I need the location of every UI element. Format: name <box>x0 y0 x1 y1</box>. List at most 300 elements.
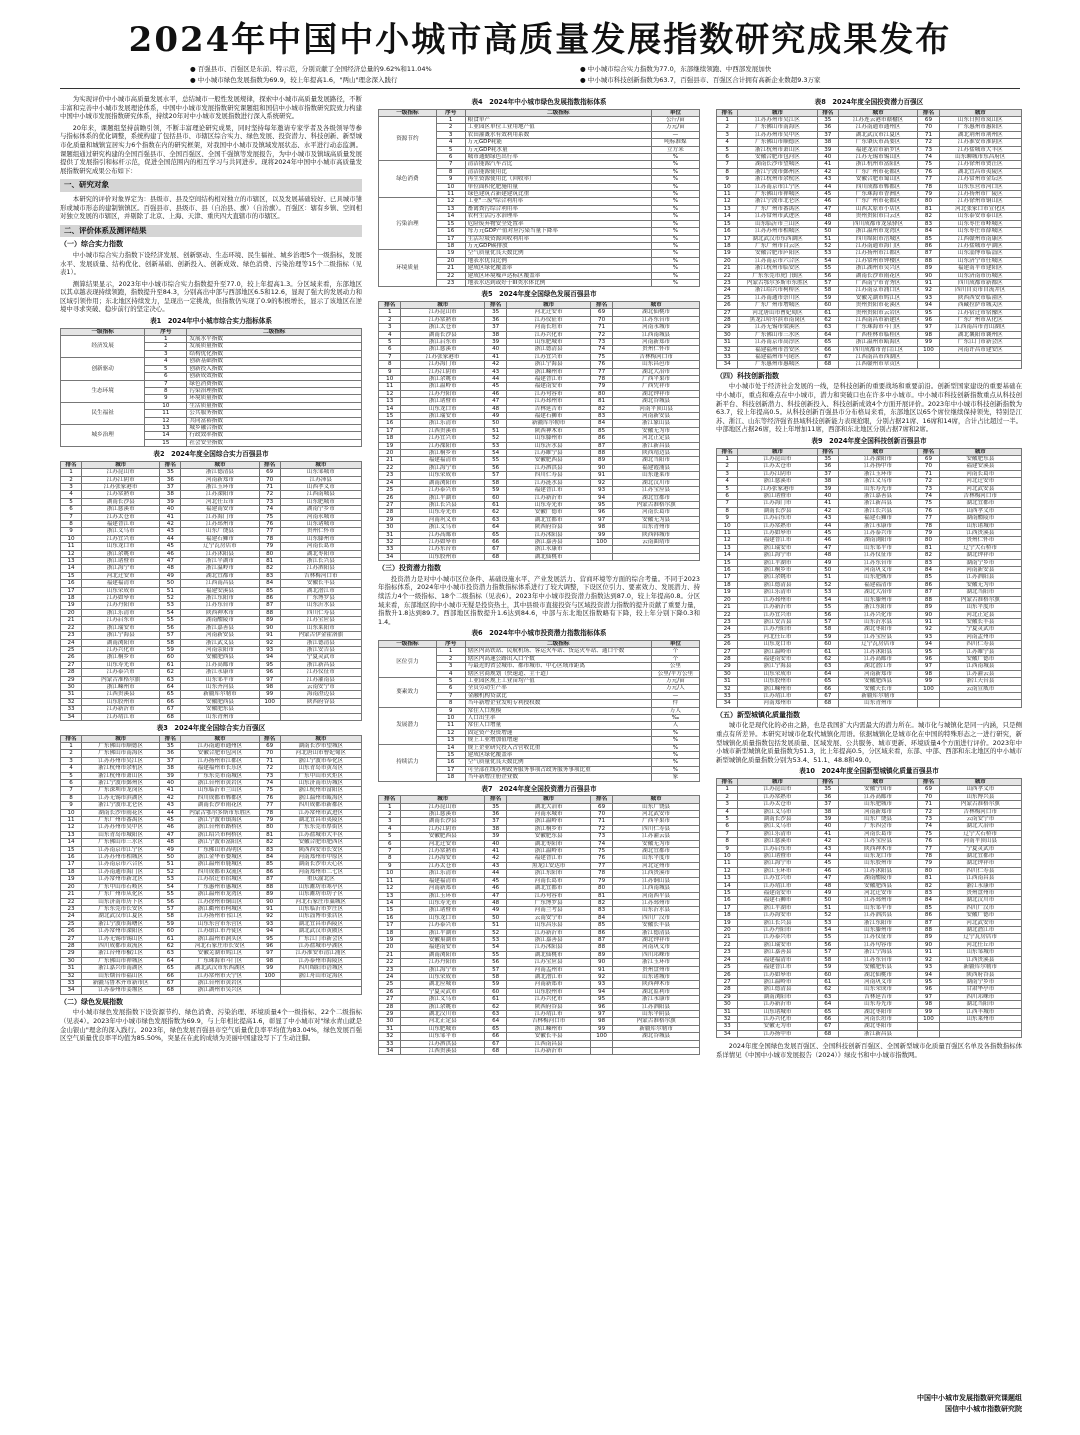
index-number-cell: 12 <box>145 417 187 424</box>
rank-cell: 1 <box>379 309 401 316</box>
indicator-cell: 与最近的省会城市、都市城市、中心区域市距离 <box>465 663 651 670</box>
city-cell: 浙江宁波市镇海区 <box>181 817 259 824</box>
rank-cell: 41 <box>817 161 838 168</box>
rank-cell: 36 <box>160 476 181 483</box>
index-number-cell: 17 <box>436 766 465 773</box>
rank-cell: 51 <box>817 904 838 911</box>
indicator-cell: 发展水平指数 <box>187 336 362 343</box>
index-number-cell: 11 <box>436 722 465 729</box>
rank-cell: 98 <box>918 670 939 677</box>
rank-cell: 89 <box>918 265 939 272</box>
table-row <box>717 890 1022 897</box>
table-row <box>717 830 1022 837</box>
city-cell: 湖北宜昌市西陵区 <box>280 920 361 927</box>
city-cell: 山东广饶县 <box>838 815 917 822</box>
rank-cell: 23 <box>717 949 738 956</box>
rank-cell: 32 <box>379 538 401 545</box>
city-cell: 新疆库尔勒市 <box>613 1025 700 1032</box>
city-cell: 浙江余姚市 <box>82 550 160 557</box>
rank-cell: 80 <box>918 198 939 205</box>
city-cell: 广东珠海市香洲区 <box>838 191 917 198</box>
table-row <box>61 424 362 431</box>
rank-cell: 31 <box>717 339 738 346</box>
rank-cell: 14 <box>379 899 401 906</box>
rank-cell: 73 <box>918 485 939 492</box>
unit-cell: % <box>651 176 699 183</box>
unit-cell: % <box>651 183 699 190</box>
city-cell: 浙江宁海县 <box>507 361 590 368</box>
rank-cell: 50 <box>817 228 838 235</box>
table-row <box>379 648 700 655</box>
city-cell: 吉林梅河口市 <box>507 1018 590 1025</box>
rank-cell: 88 <box>918 596 939 603</box>
city-cell: 山东肥城市 <box>280 498 361 505</box>
table-row <box>379 973 700 980</box>
city-cell: 山东沂水县 <box>838 618 917 625</box>
rank-cell: 87 <box>590 442 612 449</box>
city-cell: 江苏无锡市锡山区 <box>82 935 160 942</box>
rank-cell: 100 <box>259 972 280 979</box>
rank-cell: 40 <box>160 780 181 787</box>
unit-cell: % <box>651 279 699 286</box>
city-cell: 福建石狮市 <box>507 413 590 420</box>
rank-cell: 12 <box>379 390 401 397</box>
table-row <box>379 472 700 479</box>
table-row <box>717 648 1022 655</box>
unit-cell: 公斤/亩 <box>651 117 699 124</box>
rank-cell: 9 <box>61 528 82 535</box>
city-cell: 浙江平湖市 <box>401 929 484 936</box>
rank-cell: 75 <box>918 161 939 168</box>
city-cell: 山东齐河县 <box>181 683 259 690</box>
city-cell: 浙江嵊州市 <box>507 368 590 375</box>
city-cell: 河南巩义市 <box>838 978 917 985</box>
column-header: 城市 <box>613 301 700 308</box>
rank-cell: 92 <box>590 973 612 980</box>
rank-cell: 4 <box>379 825 401 832</box>
city-cell: 湖北宜都市 <box>939 853 1021 860</box>
city-cell: 湖北仙桃市 <box>613 309 700 316</box>
city-cell: 湖南长沙市雨花区 <box>82 809 160 816</box>
rank-cell: 88 <box>590 944 612 951</box>
table-row <box>379 413 700 420</box>
rank-cell: 3 <box>717 131 738 138</box>
rank-cell: 57 <box>160 905 181 912</box>
section-heading: 二、评价体系及测评结果 <box>60 225 362 238</box>
city-cell: 河北任丘市 <box>181 498 259 505</box>
rank-cell: 40 <box>160 506 181 513</box>
city-cell: 江苏沭阳县 <box>181 550 259 557</box>
table-row <box>61 824 362 831</box>
city-cell: 江苏如皋市 <box>738 971 817 978</box>
city-cell: 福建安溪县 <box>181 587 259 594</box>
city-cell: 江苏昆山市 <box>401 309 484 316</box>
rank-cell: 72 <box>918 139 939 146</box>
city-cell: 浙江宁海县 <box>82 632 160 639</box>
table-row <box>61 883 362 890</box>
index-number-cell: 15 <box>436 220 465 227</box>
table-row <box>717 641 1022 648</box>
city-cell: 陕西西安市临潼区 <box>939 294 1021 301</box>
table-row <box>61 669 362 676</box>
city-cell: 湖北荆州市荆州区 <box>939 131 1021 138</box>
rank-cell: 28 <box>717 316 738 323</box>
index-number-cell: 14 <box>436 744 465 751</box>
city-cell: 江西南昌市青山湖区 <box>939 324 1021 331</box>
city-cell: 湖北应城市 <box>401 981 484 988</box>
column-header: 城市 <box>280 735 361 742</box>
rank-cell: 60 <box>484 494 506 501</box>
indicator-cell: 单位面积化肥施用量 <box>465 183 651 190</box>
table-row <box>379 346 700 353</box>
rank-cell: 65 <box>817 1008 838 1015</box>
rank-cell: 57 <box>484 966 506 973</box>
rank-cell: 26 <box>61 654 82 661</box>
rank-cell: 88 <box>918 257 939 264</box>
rank-cell: 11 <box>379 383 401 390</box>
rank-cell: 4 <box>379 331 401 338</box>
city-cell: 四川自贡市自流井区 <box>939 287 1021 294</box>
unit-cell: 万元/亩 <box>651 677 699 684</box>
rank-cell: 98 <box>918 331 939 338</box>
column-header: 城市 <box>82 461 160 468</box>
rank-cell: 95 <box>918 978 939 985</box>
city-cell: 云南曲靖市 <box>613 538 700 545</box>
table-row <box>379 744 700 751</box>
city-cell: 江苏徐州市铜山区 <box>939 198 1021 205</box>
city-cell: 浙江永康市 <box>613 996 700 1003</box>
city-cell: 广东广州市增城区 <box>738 302 817 309</box>
city-cell: 广东四会市 <box>838 823 917 830</box>
rank-cell: 34 <box>61 713 82 720</box>
rank-cell: 18 <box>717 912 738 919</box>
rank-cell: 38 <box>484 331 506 338</box>
city-cell: 浙江永康市 <box>838 522 917 529</box>
rank-cell: 74 <box>918 154 939 161</box>
table-row <box>717 198 1022 205</box>
rank-cell: 42 <box>160 794 181 801</box>
table-row <box>717 793 1022 800</box>
city-cell: 湖北宜昌市夷陵区 <box>939 168 1021 175</box>
table-row <box>717 146 1022 153</box>
rank-cell: 21 <box>379 457 401 464</box>
rank-cell: 51 <box>817 235 838 242</box>
table-row <box>61 957 362 964</box>
rank-cell: 46 <box>160 550 181 557</box>
rank-cell: 19 <box>717 919 738 926</box>
table-row <box>61 602 362 609</box>
rank-cell: 91 <box>259 632 280 639</box>
rank-cell: 99 <box>259 965 280 972</box>
subsection-heading: （三）投资潜力指数 <box>378 564 441 573</box>
rank-cell: 25 <box>379 981 401 988</box>
rank-cell: 32 <box>379 1033 401 1040</box>
rank-cell: 37 <box>160 483 181 490</box>
index-number-cell: 2 <box>145 343 187 350</box>
rank-cell: 70 <box>918 463 939 470</box>
city-cell: 山东寿光市 <box>838 1001 917 1008</box>
city-cell: 山东胶州市 <box>82 698 160 705</box>
finding-item: ● 中小城市科技创新指数为63.7，百强县市、百强区合计拥有高新企业数超9.3万家 <box>580 76 821 84</box>
rank-cell: 35 <box>484 309 506 316</box>
rank-cell: 51 <box>160 861 181 868</box>
city-cell: 山东邹平市 <box>838 544 917 551</box>
column-header: 二级指标 <box>465 640 651 647</box>
rank-cell: 57 <box>817 949 838 956</box>
rank-cell: 18 <box>379 929 401 936</box>
city-cell: 吉林梅河口市 <box>939 808 1021 815</box>
city-cell: 浙江嵊州市 <box>738 685 817 692</box>
indicator-cell: 创新基础指数 <box>187 358 362 365</box>
city-cell: 广东中山市火炬区 <box>280 772 361 779</box>
city-cell: 江苏邳州市 <box>507 398 590 405</box>
column-header: 城市 <box>82 735 160 742</box>
rank-cell: 25 <box>717 294 738 301</box>
city-cell: 安徽宁国市 <box>838 786 917 793</box>
rank-cell: 27 <box>61 935 82 942</box>
city-cell: 河北石家庄市长安区 <box>181 942 259 949</box>
rank-cell: 95 <box>590 501 612 508</box>
table-row <box>61 817 362 824</box>
rank-cell: 44 <box>817 522 838 529</box>
table-row <box>379 487 700 494</box>
city-cell: 宁夏灵武市 <box>939 626 1021 633</box>
table-row <box>61 979 362 986</box>
table-row <box>379 833 700 840</box>
city-cell: 浙江海宁市 <box>738 860 817 867</box>
city-cell: 山西太原市小店区 <box>838 205 917 212</box>
city-cell: 江西南昌市新建区 <box>838 316 917 323</box>
city-cell: 安徽合肥市庐阳区 <box>738 250 817 257</box>
table-row <box>717 971 1022 978</box>
city-cell: 浙江瑞安市 <box>401 413 484 420</box>
index-number-cell: 9 <box>436 176 465 183</box>
index-system-table <box>60 328 362 448</box>
rank-cell: 16 <box>61 580 82 587</box>
index-number-cell: 5 <box>436 677 465 684</box>
city-cell: 江苏靖江市 <box>738 692 817 699</box>
rank-cell: 57 <box>160 632 181 639</box>
table-row <box>61 521 362 528</box>
city-cell: 江苏常州市金坛区 <box>939 176 1021 183</box>
table-row <box>61 476 362 483</box>
table-row <box>379 1033 700 1040</box>
city-cell: 河南新安县 <box>181 632 259 639</box>
rank-cell: 18 <box>717 581 738 588</box>
rank-cell: 56 <box>484 959 506 966</box>
unit-cell: 个 <box>651 648 699 655</box>
city-cell: 浙江海宁市 <box>401 966 484 973</box>
rank-cell: 71 <box>918 131 939 138</box>
rank-cell: 93 <box>259 920 280 927</box>
rank-cell: 55 <box>817 934 838 941</box>
city-cell: 江苏睢宁县 <box>507 450 590 457</box>
city-cell: 广东江门市新会区 <box>280 935 361 942</box>
unit-cell: % <box>651 235 699 242</box>
rank-cell: 97 <box>918 663 939 670</box>
city-cell: 湖北枣阳市 <box>280 550 361 557</box>
rank-cell: 33 <box>717 354 738 361</box>
table-row <box>379 885 700 892</box>
indicator-cell: 农田灌溉水有效利用系数 <box>465 131 651 138</box>
city-cell: 江苏扬州市邗江区 <box>181 913 259 920</box>
city-cell: 浙江宁波市鄞州区 <box>82 780 160 787</box>
table-row <box>61 498 362 505</box>
rank-cell: 90 <box>918 272 939 279</box>
table-row <box>379 464 700 471</box>
city-cell: 四川成都市郫都区 <box>838 183 917 190</box>
rank-cell: 96 <box>259 669 280 676</box>
rank-cell: 5 <box>717 815 738 822</box>
table-row <box>717 655 1022 662</box>
rank-cell: 62 <box>160 669 181 676</box>
rank-cell: 11 <box>717 860 738 867</box>
table-row <box>61 920 362 927</box>
rank-cell: 23 <box>379 966 401 973</box>
table-row <box>61 506 362 513</box>
city-cell: 山东沂水县 <box>507 442 590 449</box>
rank-cell: 99 <box>590 531 612 538</box>
table-row <box>717 346 1022 353</box>
table-row <box>717 139 1022 146</box>
unit-cell: 公里/平方公里 <box>651 670 699 677</box>
table-row <box>379 1011 700 1018</box>
city-cell: 安徽合肥市包河区 <box>181 750 259 757</box>
table-row <box>717 786 1022 793</box>
city-cell: 河北唐山市曹妃甸区 <box>738 309 817 316</box>
city-cell: 浙江诸暨市 <box>401 907 484 914</box>
indicator-cell: 地表水优良比例 <box>465 257 651 264</box>
city-cell: 河南新安县 <box>939 567 1021 574</box>
city-cell: 山东博兴县 <box>939 793 1021 800</box>
city-cell: 安徽无为市 <box>613 840 700 847</box>
city-cell: 江苏丹阳市 <box>738 927 817 934</box>
city-cell: 江苏溧阳市 <box>181 491 259 498</box>
rank-cell: 4 <box>717 139 738 146</box>
unit-cell: % <box>651 242 699 249</box>
city-cell: 宁夏灵武市 <box>401 988 484 995</box>
column-header: 城市 <box>507 796 590 803</box>
table-row <box>717 559 1022 566</box>
rank-cell: 49 <box>484 907 506 914</box>
column-header: 单位 <box>651 640 699 647</box>
rank-cell: 62 <box>484 509 506 516</box>
city-cell: 吉林梅河口市 <box>280 572 361 579</box>
city-cell: 江西南昌县 <box>181 580 259 587</box>
city-cell: 广东广州市从化区 <box>939 316 1021 323</box>
city-cell: 内蒙古鄂尔多斯市东胜区 <box>738 279 817 286</box>
rank-cell: 50 <box>817 897 838 904</box>
city-cell: 山东平度市 <box>939 604 1021 611</box>
city-cell <box>939 700 1021 707</box>
column-header: 序号 <box>436 109 465 116</box>
city-cell: 山东青岛市城阳区 <box>82 831 160 838</box>
city-cell: 山东聊城市东昌府区 <box>939 154 1021 161</box>
table-row <box>717 823 1022 830</box>
city-cell: 山东枣庄市薛城区 <box>939 228 1021 235</box>
rank-cell: 40 <box>817 823 838 830</box>
city-cell: 浙江新昌县 <box>613 442 700 449</box>
index-number-cell: 18 <box>436 242 465 249</box>
byline-org: 中国中小城市发展指数研究课题组 <box>917 1394 1022 1402</box>
index-number-cell: 13 <box>436 205 465 212</box>
city-cell: 江苏盐城市亭湖区 <box>280 942 361 949</box>
city-cell: 江苏丹阳市 <box>401 390 484 397</box>
rank-cell: 83 <box>918 220 939 227</box>
rank-cell: 31 <box>61 691 82 698</box>
rank-cell: 76 <box>259 521 280 528</box>
rank-cell: 97 <box>259 676 280 683</box>
city-cell: 湖南浏阳市 <box>82 639 160 646</box>
index-number-cell: 1 <box>436 648 465 655</box>
city-cell: 安徽合肥市肥西区 <box>280 839 361 846</box>
city-cell: 浙江平湖市 <box>401 494 484 501</box>
index-number-cell: 4 <box>436 139 465 146</box>
table-row <box>379 1025 700 1032</box>
rank-cell: 47 <box>160 831 181 838</box>
city-cell: 河南长葛市 <box>280 543 361 550</box>
city-cell: 湖南长沙市雨花区 <box>181 802 259 809</box>
column-header: 排名 <box>717 778 738 785</box>
rank-cell: 67 <box>160 706 181 713</box>
table-row <box>61 928 362 935</box>
city-cell: 江西贵溪县 <box>401 1048 484 1055</box>
table-row <box>717 1030 1022 1037</box>
indicator-cell: 清洁能源使用比 <box>465 168 651 175</box>
rank-cell: 1 <box>61 742 82 749</box>
rank-cell: 18 <box>61 868 82 875</box>
rank-cell <box>918 700 939 707</box>
rank-cell: 16 <box>717 897 738 904</box>
table-row <box>379 324 700 331</box>
city-cell: 江苏邳州市 <box>181 521 259 528</box>
rank-cell: 38 <box>484 825 506 832</box>
rank-cell: 27 <box>379 501 401 508</box>
rank-cell: 56 <box>817 611 838 618</box>
unit-cell: 立方米 <box>651 146 699 153</box>
indicator-cell: 结构优化指数 <box>187 350 362 357</box>
rank-cell: 13 <box>717 544 738 551</box>
rank-cell: 2 <box>379 316 401 323</box>
rank-cell: 84 <box>590 914 612 921</box>
city-cell: 江苏常州市钟楼区 <box>838 257 917 264</box>
indicator-cell: 空气质量优良天数比例 <box>465 759 651 766</box>
city-cell: 江西丰城市 <box>939 1008 1021 1015</box>
rank-cell: 64 <box>160 683 181 690</box>
table-row <box>717 611 1022 618</box>
city-cell: 江西贵溪县 <box>939 956 1021 963</box>
rank-cell: 96 <box>590 1003 612 1010</box>
city-cell: 江苏南京市高淳区 <box>738 339 817 346</box>
city-cell: 辽宁大石桥市 <box>939 544 1021 551</box>
city-cell: 山东龙口市 <box>401 405 484 412</box>
table-row <box>717 478 1022 485</box>
city-cell: 江苏常州市溧阳区 <box>82 928 160 935</box>
table-caption: 表5 2024年度全国绿色发展百强县市 <box>481 290 597 299</box>
table-row <box>717 897 1022 904</box>
table-header-row <box>61 461 362 468</box>
indicator-cell: 建成区绿化覆盖率 <box>465 752 651 759</box>
city-cell: 江苏常州市武进区 <box>280 809 361 816</box>
city-cell: 江苏常州市新北区 <box>82 876 160 883</box>
city-cell: 江苏溧阳市 <box>838 455 917 462</box>
table-row <box>61 587 362 594</box>
group-label-cell: 发展潜力 <box>379 707 437 744</box>
table-row <box>61 380 362 387</box>
rank-cell: 39 <box>160 498 181 505</box>
city-cell: 山东临沂市罗庄区 <box>280 905 361 912</box>
city-cell: 湖南浏阳市 <box>401 951 484 958</box>
